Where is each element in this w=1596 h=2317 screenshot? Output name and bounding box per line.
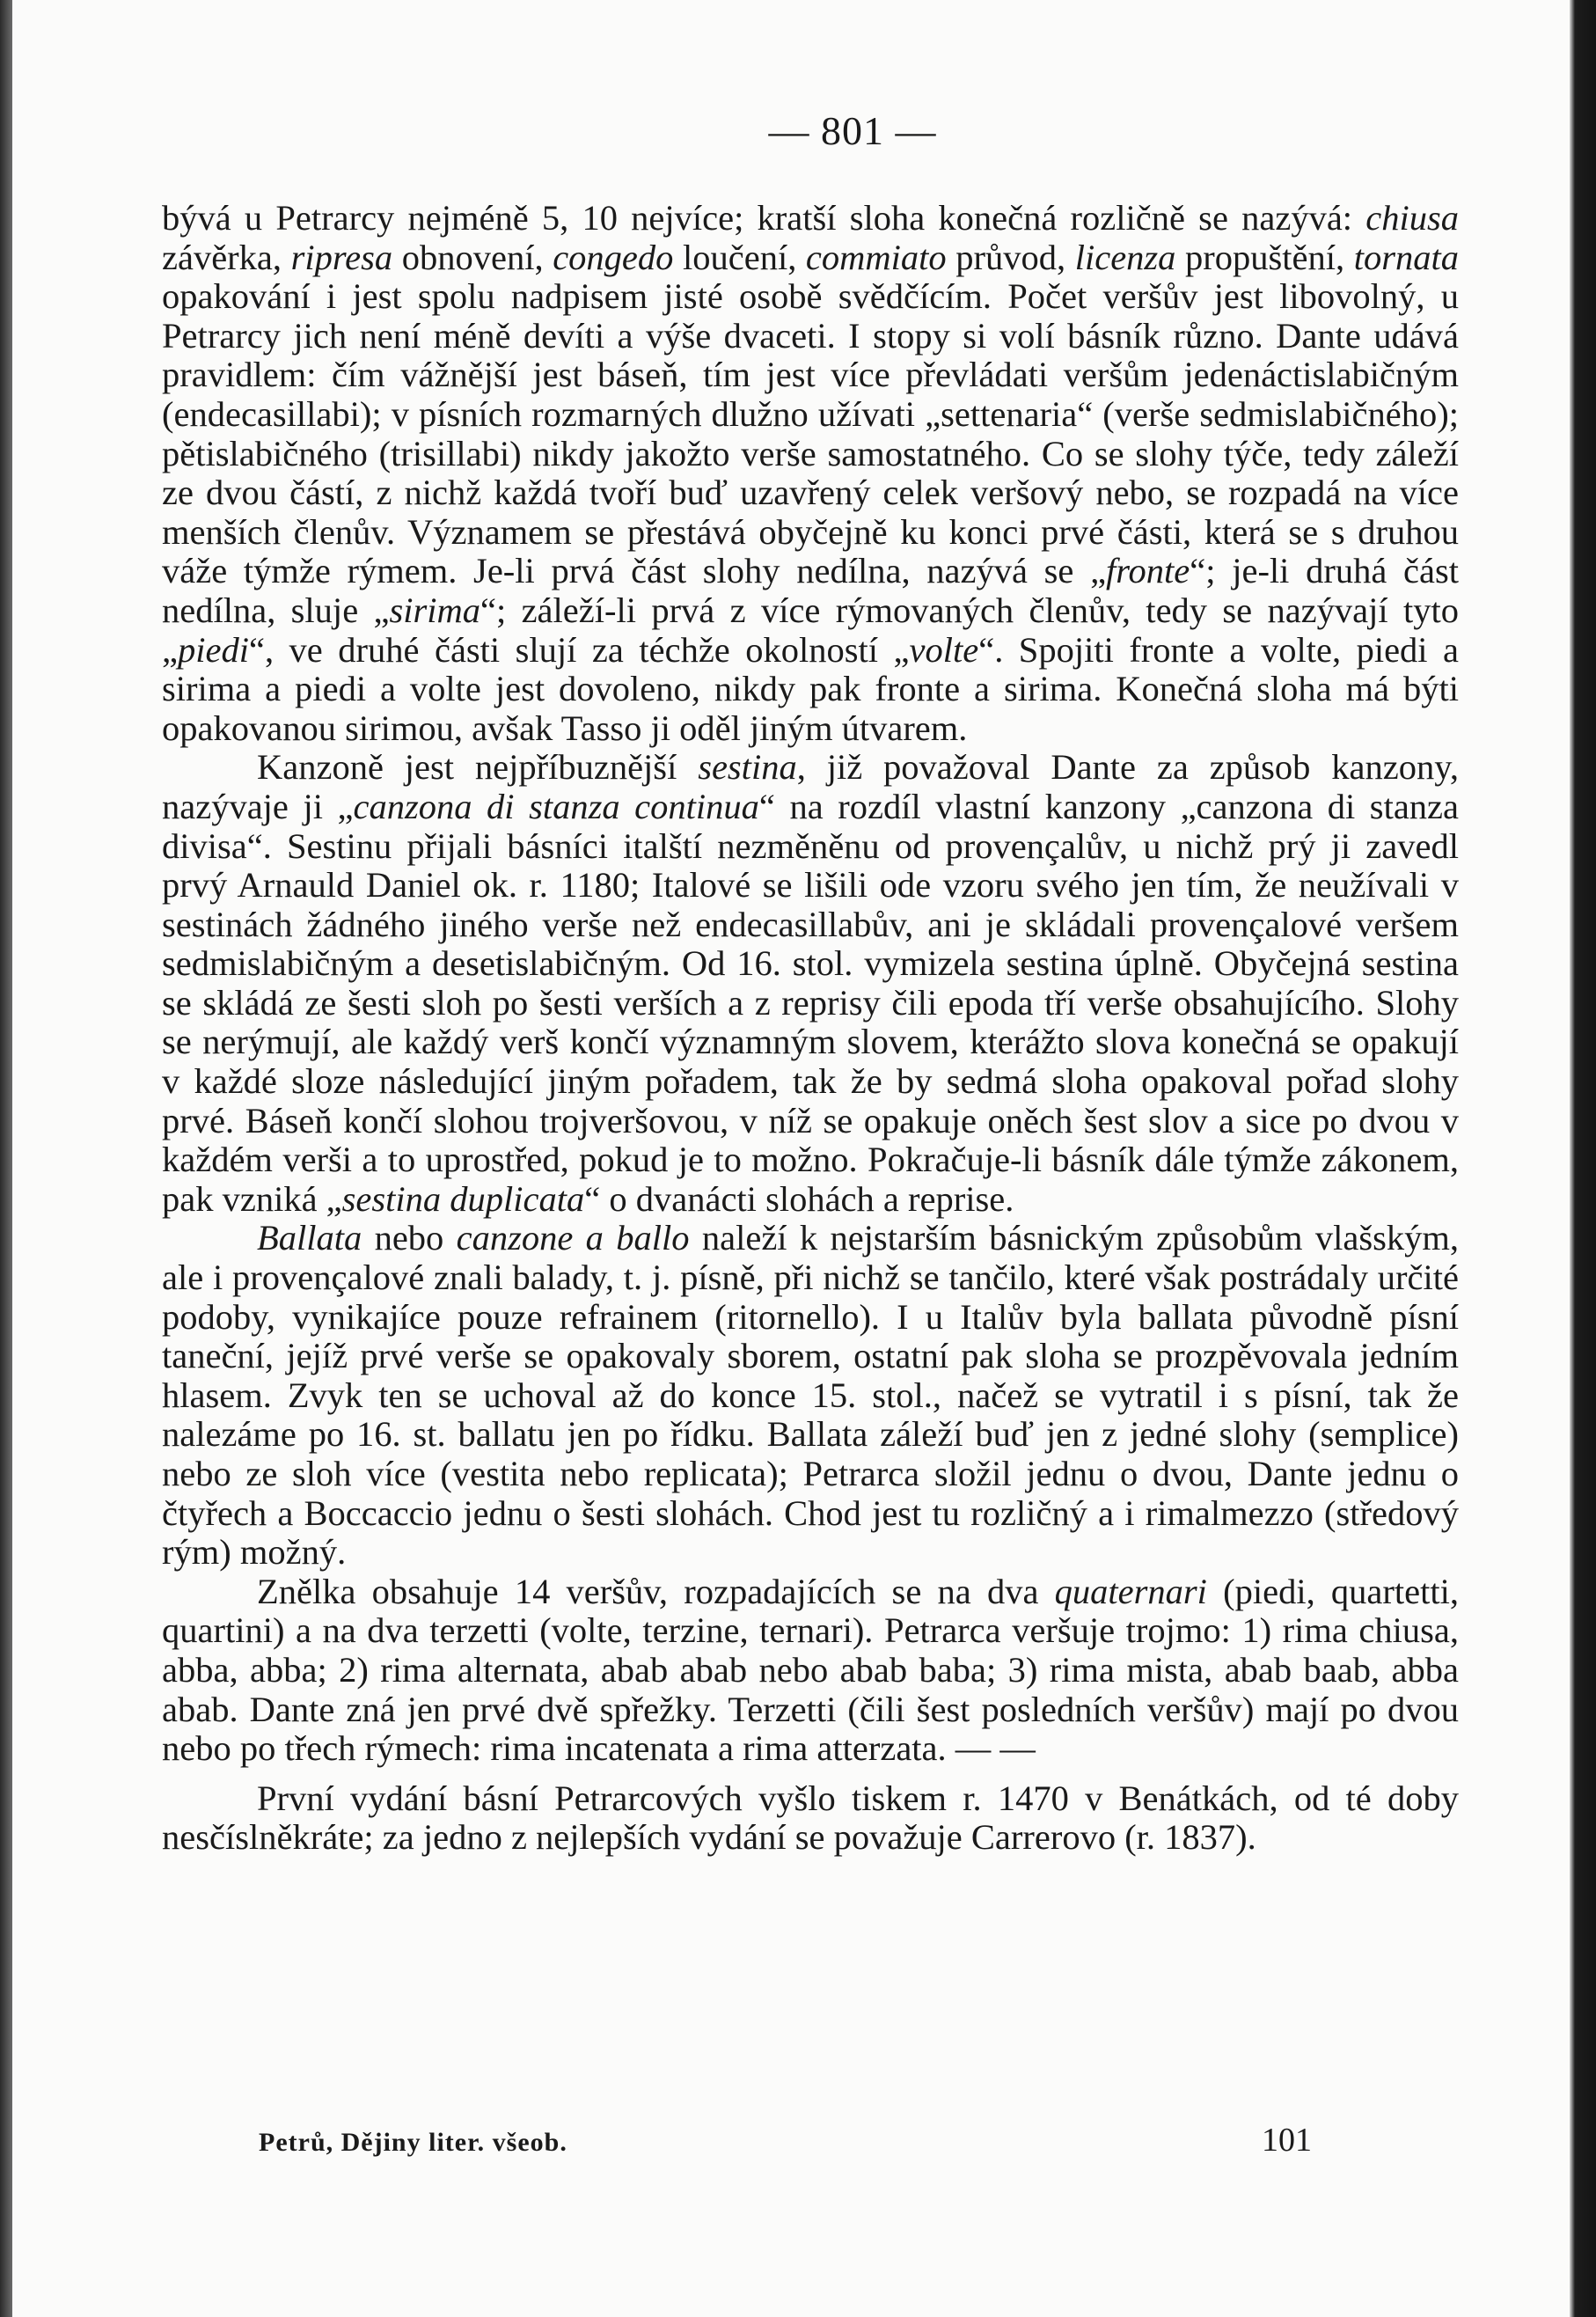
text-run: “ na rozdíl vlastní kanzony „canzona di stanza divisa“. Sestinu přijali básníci italští nezměněnu od provençalův, u nichž prý ji zavedl prvý Arnauld Daniel ok. r. 1180; Italové se lišili ode vzoru svého jen tím, že neužívali v sestinách žádného jiného verše než endecasillabův, ani je skládali provençalové veršem sedmislabičným a desetislabičným. Od 16. stol. vymizela sestina úplně. Obyčejná sestina se skládá ze šesti sloh po šesti verších a z reprisy čili epoda tří verše obsahujícího. Slohy se nerýmují, ale každý verš končí významným slovem, kterážto slova konečná se opakují v každé sloze následující jiným pořadem, tak že by sedmá sloha opakoval pořad slohy prvé. Báseň končí slohou trojveršovou, v níž se opakuje oněch šest slov a sice po dvou v každém verši a to uprostřed, pokud je to možno. Pokračuje-li básník dále týmže zákonem, pak vzniká „ (162, 786, 1459, 1219)
text-run: bývá u Petrarcy nejméně 5, 10 nejvíce; kratší sloha konečná rozličně se nazývá: (162, 198, 1366, 238)
text-run: “ o dvanácti slohách a reprise. (584, 1178, 1014, 1219)
book-page (12, 0, 1570, 2317)
italic-term: sestina duplicata (341, 1178, 585, 1219)
text-run: loučení, (673, 237, 806, 277)
italic-term: sestina (698, 747, 797, 788)
text-run: První vydání básní Petrarcových vyšlo tiskem r. 1470 v Benátkách, od té doby nesčíslněkráte; za jedno z nejlepších vydání se považuje Carrerovo (r. 1837). (162, 1778, 1459, 1858)
italic-term: Ballata (257, 1218, 362, 1258)
italic-term: volte (909, 629, 979, 670)
text-run: , již považoval Dante za způsob kanzony, nazývaje ji „ (162, 747, 1459, 826)
italic-term: canzona di stanza continua (353, 786, 759, 826)
text-run: opakování i jest spolu nadpisem jisté osobě svědčícím. Počet veršův jest libovolný, u Petrarcy jich není méně devíti a výše dvaceti. I stopy si volí básník různo. Dante udává pravidlem: čím vážnější jest báseň, tím jest více převládati veršům jedenáctislabičným (endecasillabi); v písních rozmarných dlužno užívati „settenaria“ (verše sedmislabičného); pětislabičného (trisillabi) nikdy jakožto verše samostatného. Co se slohy týče, tedy záleží ze dvou částí, z nichž každá tvoří buď uzavřený celek veršový nebo, se rozpadá na více menších členův. Významem se přestává obyčejně ku konci prvé části, která se s druhou váže týmže rýmem. Je-li prvá část slohy nedílna, nazývá se „ (162, 276, 1459, 591)
italic-term: chiusa (1365, 198, 1459, 238)
text-run: “. Spojiti fronte a volte, piedi a sirima a piedi a volte jest dovoleno, nikdy pak fronte a sirima. Konečná sloha má býti opakovanou sirimou, avšak Tasso ji oděl jiným útvarem. (162, 629, 1460, 748)
italic-term: sirima (389, 590, 481, 630)
paragraph (162, 1573, 1459, 1769)
body-text (162, 199, 1459, 1858)
text-run: Znělka obsahuje 14 veršův, rozpadajících se na dva (257, 1571, 1055, 1611)
text-run: “; je-li druhá část nedílna, sluje „ (162, 551, 1459, 630)
text-run: naleží k nejstarším básnickým způsobům vlašským, ale i provençalové znali balady, t. j. písně, při nichž se tančilo, které však postrádaly určité podoby, vynikajíce pouze refrainem (ritornello). I u Italův byla ballata původně písní taneční, jejíž prvé verše se opakovaly sborem, ostatní pak sloha se prozpěvovala jedním hlasem. Zvyk ten se uchoval až do konce 15. stol., načež se vytratil i s písní, tak že nalezáme po 16. st. ballatu jen po řídku. Ballata záleží buď jen z jedné slohy (semplice) nebo ze sloh více (vestita nebo replicata); Petrarca složil jednu o dvou, Dante jednu o čtyřech a Boccaccio jednu o šesti slohách. Chod jest tu rozličný a i rimalmezzo (středový rým) možný. (162, 1218, 1460, 1573)
page-number: — 801 — (768, 108, 937, 153)
scan-right-edge (1570, 0, 1596, 2317)
italic-term: canzone a ballo (456, 1218, 690, 1258)
italic-term: commiato (805, 237, 947, 277)
text-run: obnovení, (392, 237, 553, 277)
paragraph (162, 1779, 1459, 1858)
scan-left-edge (0, 0, 12, 2317)
italic-term: licenza (1074, 237, 1176, 277)
text-run: propuštění, (1175, 237, 1354, 277)
text-run: průvod, (946, 237, 1075, 277)
italic-term: tornata (1353, 237, 1459, 277)
italic-term: congedo (553, 237, 674, 277)
paragraph (162, 1219, 1459, 1572)
italic-term: ripresa (290, 237, 393, 277)
text-run: závěrka, (162, 237, 291, 277)
text-run: “, ve druhé části slují za téchže okolností „ (248, 629, 910, 670)
sheet-number: 101 (1262, 2122, 1312, 2159)
paragraph (162, 199, 1459, 748)
italic-term: quaternari (1054, 1571, 1207, 1611)
text-run: “; záleží-li prvá z více rýmovaných členův, tedy se nazývají tyto „ (162, 590, 1459, 670)
text-run: Kanzoně jest nejpříbuznější (257, 747, 699, 788)
italic-term: fronte (1106, 551, 1190, 591)
italic-term: piedi (177, 629, 249, 670)
footer-signature: Petrů, Dějiny liter. všeob. (259, 2128, 567, 2157)
text-run: nebo (362, 1218, 457, 1258)
text-run: (piedi, quartetti, quartini) a na dva terzetti (volte, terzine, ternari). Petrarca veršuje trojmo: 1) rima chiusa, abba, abba; 2) rima alternata, abab abab nebo abab baba; 3) rima mista, abab baab, abba abab. Dante zná jen prvé dvě spřežky. Terzetti (čili šest posledních veršův) mají po dvou nebo po třech rýmech: rima incatenata a rima atterzata. — — (162, 1571, 1459, 1769)
paragraph (162, 748, 1459, 1219)
